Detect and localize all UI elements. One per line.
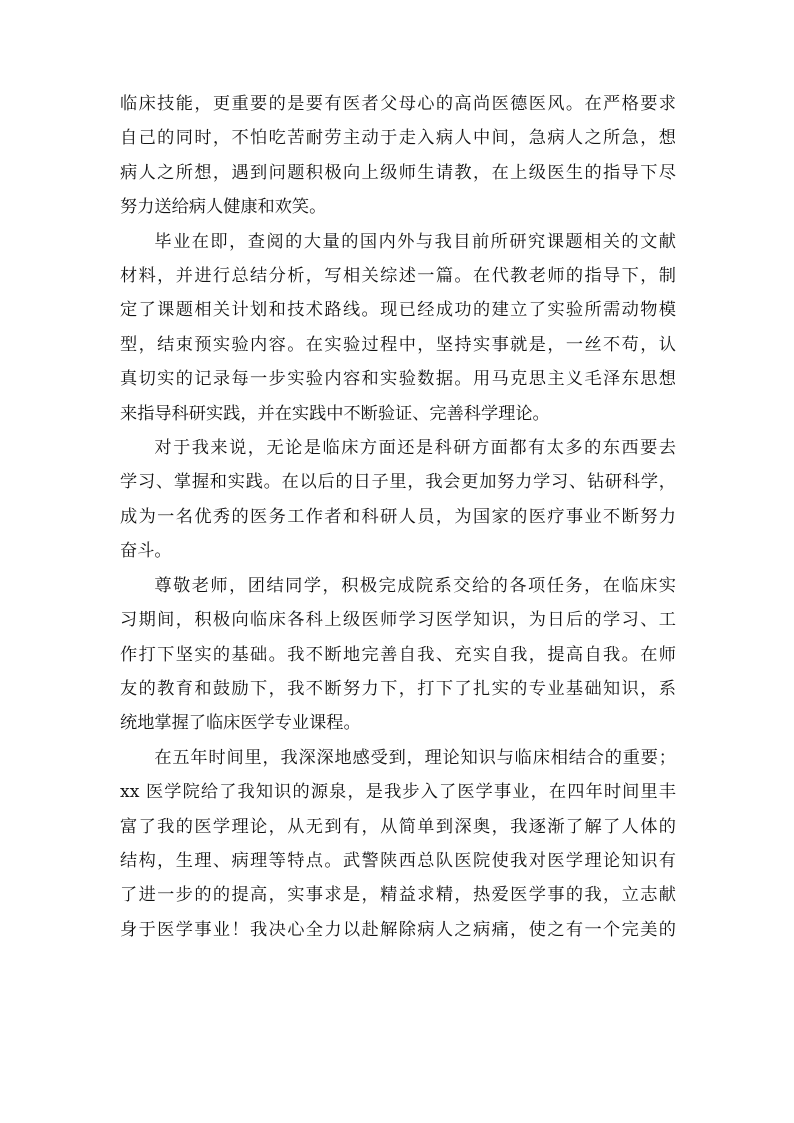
text-line: 富了我的医学理论，从无到有，从简单到深奥，我逐渐了解了人体的: [120, 816, 676, 837]
text-line: 毕业在即，查阅的大量的国内外与我目前所研究课题相关的文献: [154, 231, 676, 252]
text-line: 真切实的记录每一步实验内容和实验数据。用马克思主义毛泽东思想: [120, 369, 676, 390]
paragraph-2: [120, 225, 676, 431]
text-line: 统地掌握了临床医学专业课程。: [120, 713, 361, 734]
text-line: 友的教育和鼓励下，我不断努力下，打下了扎实的专业基础知识，系: [120, 678, 676, 699]
text-line: 了进一步的的提高，实事求是，精益求精，热爱医学事的我，立志献: [120, 885, 676, 906]
paragraph-5: [120, 741, 676, 947]
text-line: 临床技能，更重要的是要有医者父母心的高尚医德医风。在严格要求: [120, 94, 676, 114]
text-line: xx 医学院给了我知识的源泉，是我步入了医学事业，在四年时间里丰: [120, 782, 676, 803]
text-line: 结构，生理、病理等特点。武警陕西总队医院使我对医学理论知识有: [120, 850, 676, 871]
text-line: 病人之所想，遇到问题积极向上级师生请教，在上级医生的指导下尽: [120, 162, 676, 183]
text-line: 对于我来说，无论是临床方面还是科研方面都有太多的东西要去: [154, 438, 676, 459]
paragraph-1: [120, 87, 676, 225]
text-line: 学习、掌握和实践。在以后的日子里，我会更加努力学习、钻研科学，: [120, 472, 676, 493]
text-line: 身于医学事业！我决心全力以赴解除病人之病痛，使之有一个完美的: [120, 919, 676, 940]
text-line: 来指导科研实践，并在实践中不断验证、完善科学理论。: [120, 403, 550, 424]
text-line: 型，结束预实验内容。在实验过程中，坚持实事就是，一丝不苟，认: [120, 334, 676, 355]
paragraph-4: [120, 569, 676, 741]
text-line: 努力送给病人健康和欢笑。: [120, 197, 327, 218]
text-line: 在五年时间里，我深深地感受到，理论知识与临床相结合的重要；: [154, 747, 676, 768]
text-line: 成为一名优秀的医务工作者和科研人员，为国家的医疗事业不断努力: [120, 506, 676, 527]
text-line: 尊敬老师，团结同学，积极完成院系交给的各项任务，在临床实: [154, 575, 676, 596]
paragraph-3: [120, 431, 676, 569]
text-line: 定了课题相关计划和技术路线。现已经成功的建立了实验所需动物模: [120, 300, 676, 321]
text-line: 材料，并进行总结分析，写相关综述一篇。在代教老师的指导下，制: [120, 266, 676, 287]
text-line: 自己的同时，不怕吃苦耐劳主动于走入病人中间，急病人之所急，想: [120, 128, 676, 149]
text-line: 作打下坚实的基础。我不断地完善自我、充实自我，提高自我。在师: [120, 644, 676, 665]
text-line: 习期间，积极向临床各科上级医师学习医学知识，为日后的学习、工: [120, 610, 676, 631]
text-line: 奋斗。: [120, 541, 172, 562]
document-body: [120, 87, 676, 947]
